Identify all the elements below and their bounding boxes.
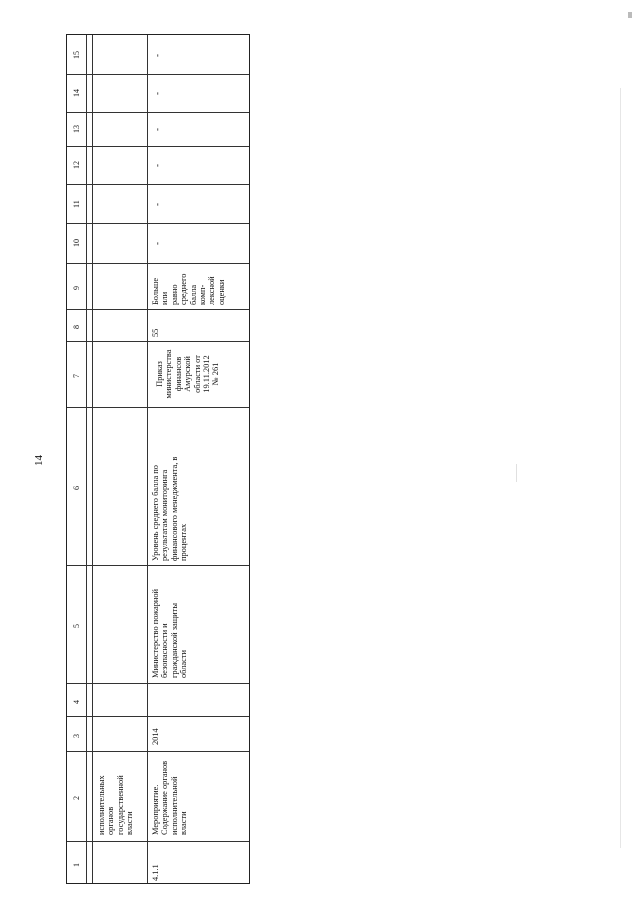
row-value (151, 329, 160, 337)
row-separator-2 (92, 35, 93, 883)
row-document-line: министерства (164, 349, 174, 399)
row-dash-col-12: - (152, 164, 162, 167)
data-table (66, 34, 250, 884)
column-header-6: 6 (72, 486, 81, 490)
row-name-line: исполнительной (169, 776, 179, 835)
column-header-3: 3 (72, 733, 81, 738)
row-indicator-line: процентах (179, 523, 189, 561)
column-header-2: 2 (72, 796, 81, 800)
column-header-4: 4 (72, 699, 81, 704)
scan-edge-shadow (620, 88, 621, 848)
row-separator-1 (86, 35, 87, 883)
row-dash-col-15: - (152, 53, 162, 57)
continued-row-name-line: власти (125, 811, 135, 835)
column-separator-7 (67, 407, 249, 408)
continued-row-name-line: государственной (115, 775, 125, 835)
column-header-8: 8 (72, 325, 81, 329)
page-number: 14 (33, 455, 45, 466)
row-dash-col-10: - (152, 242, 162, 245)
row-value-line: 55 (151, 328, 160, 337)
column-header-14: 14 (72, 89, 81, 97)
row-document (155, 345, 221, 403)
row-name-line: Содержание органов (160, 760, 170, 835)
row-document-line: финансов (173, 356, 183, 392)
row-dash-col-13: - (152, 128, 162, 131)
row-criterion-line: среднего (179, 273, 189, 305)
row-criterion-line: балла (188, 284, 198, 305)
row-code-line: 4.1.1 (151, 864, 160, 881)
continued-row-name-line: органов (106, 806, 116, 835)
row-criterion-line: равно (169, 284, 179, 305)
row-executor-line: области (179, 650, 189, 678)
row-criterion (151, 274, 226, 305)
column-separator-4 (67, 716, 249, 717)
column-separator-12 (67, 184, 249, 185)
column-header-13: 13 (72, 125, 81, 133)
row-year (151, 728, 160, 745)
row-criterion-line: или (160, 291, 170, 305)
column-separator-10 (67, 263, 249, 264)
row-indicator-line: Уровень среднего балла по (151, 465, 160, 561)
column-header-15: 15 (72, 50, 81, 59)
column-separator-8 (67, 341, 249, 342)
row-criterion-line: Больше (151, 277, 160, 305)
row-document-line: № 261 (211, 362, 221, 386)
row-document-line: Амурской (183, 356, 193, 392)
row-executor (151, 589, 189, 678)
column-separator-13 (67, 146, 249, 147)
scan-dot (516, 464, 517, 482)
continued-row-name (97, 775, 135, 835)
scan-mark (628, 12, 632, 18)
row-criterion-line: комп- (198, 284, 208, 305)
column-header-12: 12 (72, 161, 81, 169)
column-header-9: 9 (72, 286, 81, 290)
column-separator-15 (67, 74, 249, 75)
column-separator-9 (67, 309, 249, 310)
column-header-1: 1 (72, 863, 81, 867)
row-name-line: Мероприятие. (151, 784, 160, 835)
row-name (151, 761, 189, 835)
column-header-5: 5 (72, 624, 81, 628)
column-separator-6 (67, 565, 249, 566)
column-separator-3 (67, 751, 249, 752)
row-indicator-line: финансового менеджмента, в (169, 456, 179, 561)
row-criterion-line: лексной (207, 276, 217, 305)
column-separator-14 (67, 112, 249, 113)
column-header-10: 10 (72, 239, 81, 247)
row-executor-line: Министерство пожарной (151, 588, 160, 678)
column-header-11: 11 (72, 199, 81, 208)
row-separator-3 (147, 35, 148, 883)
continued-row-name-line: исполнительных (97, 775, 106, 835)
row-document-line: области от (192, 355, 202, 393)
row-dash-col-11: - (152, 202, 162, 206)
column-separator-2 (67, 841, 249, 842)
row-code (151, 864, 160, 881)
column-header-7: 7 (72, 374, 81, 378)
row-executor-line: безопасности и (160, 623, 170, 678)
column-separator-5 (67, 683, 249, 684)
column-separator-11 (67, 223, 249, 224)
row-dash-col-14: - (152, 92, 162, 95)
row-name-line: власти (179, 811, 189, 835)
row-indicator-line: результатам мониторинга (160, 469, 170, 561)
row-indicator (151, 457, 189, 561)
row-document-line: 19.11.2012 (202, 355, 212, 393)
row-document-line: Приказ (155, 361, 164, 387)
row-criterion-line: оценки (216, 279, 226, 305)
row-executor-line: гражданской защиты (169, 603, 179, 678)
row-year-line: 2014 (151, 728, 160, 745)
